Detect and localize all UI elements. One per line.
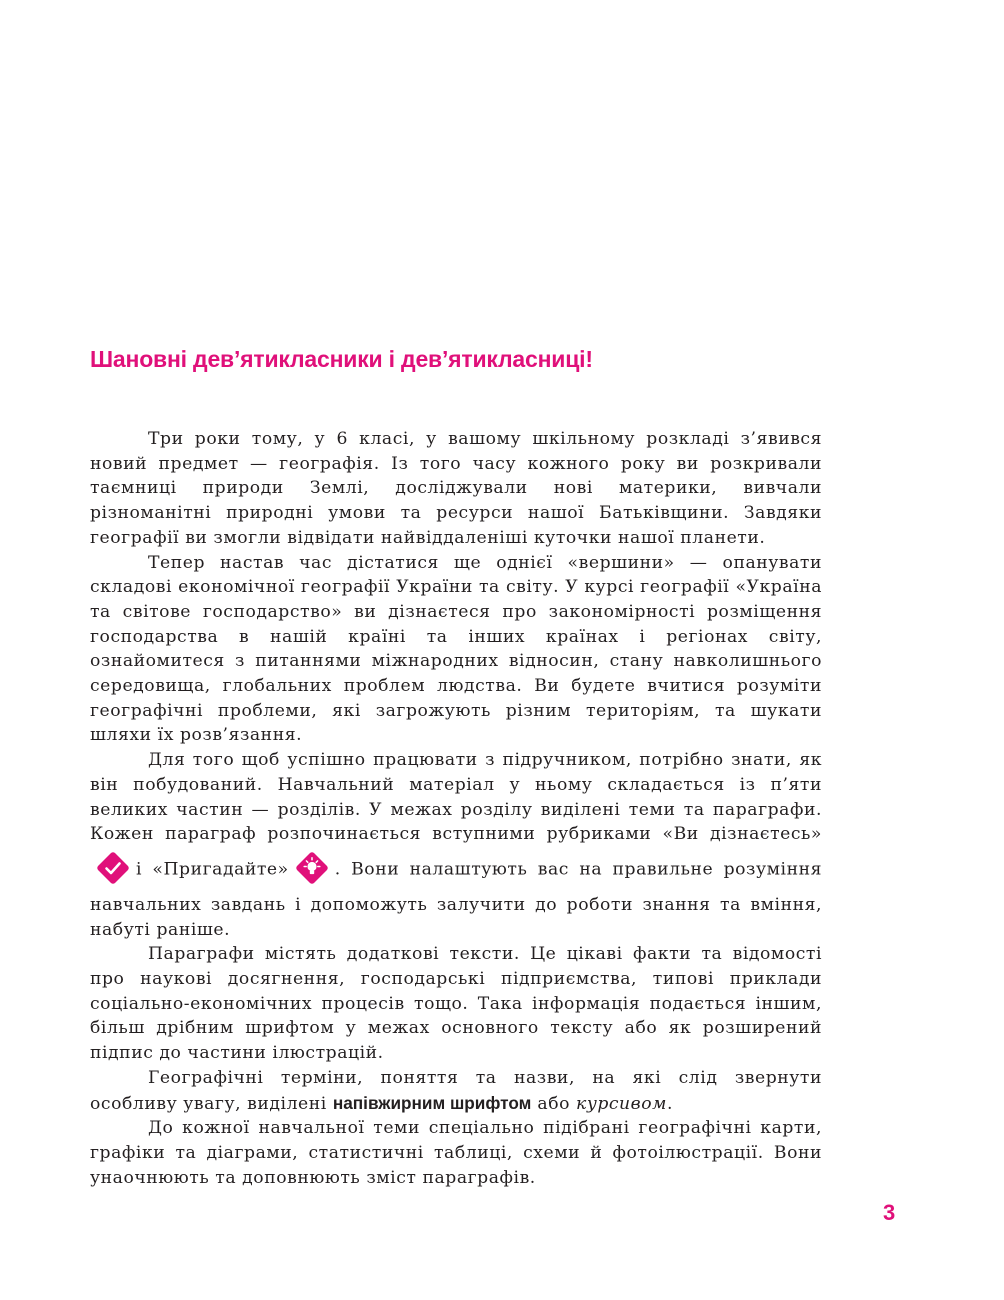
paragraph-3-text-a: Для того щоб успішно працювати з підручником, потрібно знати, як він побудований. Навчальний матеріал у ньому складається із п’яти великих частин — розділів. У межах розділу виділені теми та параграфи. Кожен параграф розпочинається вступними рубриками «Ви дізнаєтесь» (90, 750, 822, 845)
paragraph-1: Три роки тому, у 6 класі, у вашому шкільному розкладі з’явився новий предмет — географія. Із того часу кожного року ви розкривали таємниці природи Землі, досліджували нові материки, вивчали різноманітні природні умови та ресурси нашої Батьківщини. Завдяки географії ви змогли відвідати найвіддаленіші куточки нашої планети. (90, 429, 822, 548)
paragraph-5-text-a: Географічні терміни, поняття та назви, на які слід звернути особливу увагу, виділені (90, 1067, 822, 1114)
bold-term-example: напівжирним шрифтом (332, 1092, 532, 1113)
paragraph-2: Тепер настав час дістатися ще однієї «вершини» — опанувати складові економічної географії України та світу. У курсі географії «Україна та світове господарство» ви дізнаєтеся про закономірності розміщення господарства в нашій країні та інших країнах і регіонах світу, ознайомитеся з питаннями міжнародних відносин, стану навколишнього середовища, глобальних проблем людства. Ви будете вчитися розуміти географічні проблеми, які загрожують різним територіям, та шукати шляхи їх розв’язання. (90, 552, 822, 746)
checkmark-diamond-icon (96, 851, 130, 885)
page-heading: Шановні дев’ятикласники і дев’ятикласниці! (90, 346, 593, 372)
paragraph-3-text-c: . Вони налаштують вас на правильне розуміння навчальних завдань і допоможуть залучити до роботи знання та вміння, набуті раніше. (90, 859, 822, 940)
intro-text (90, 427, 822, 1190)
paragraph-3-text-b: і «Пригадайте» (136, 859, 289, 880)
lightbulb-diamond-icon (295, 851, 329, 885)
paragraph-6: До кожної навчальної теми спеціально підібрані географічні карти, графіки та діаграми, статистичні таблиці, схеми й фотоілюстрації. Вони унаочнюють та доповнюють зміст параграфів. (90, 1118, 822, 1188)
paragraph-5-text-b: або (537, 1093, 570, 1114)
paragraph-4: Параграфи містять додаткові тексти. Це цікаві факти та відомості про наукові досягнення, господарські підприємства, типові приклади соціально-економічних процесів тощо. Така інформація подається іншим, більш дрібним шрифтом у межах основного тексту або як розширений підпис до частини ілюстрацій. (90, 944, 822, 1064)
paragraph-3 (90, 748, 822, 942)
page-number: 3 (883, 1200, 896, 1225)
paragraph-5-end: . (666, 1093, 673, 1114)
paragraph-5 (90, 1066, 822, 1116)
italic-term-example: курсивом (576, 1093, 667, 1114)
